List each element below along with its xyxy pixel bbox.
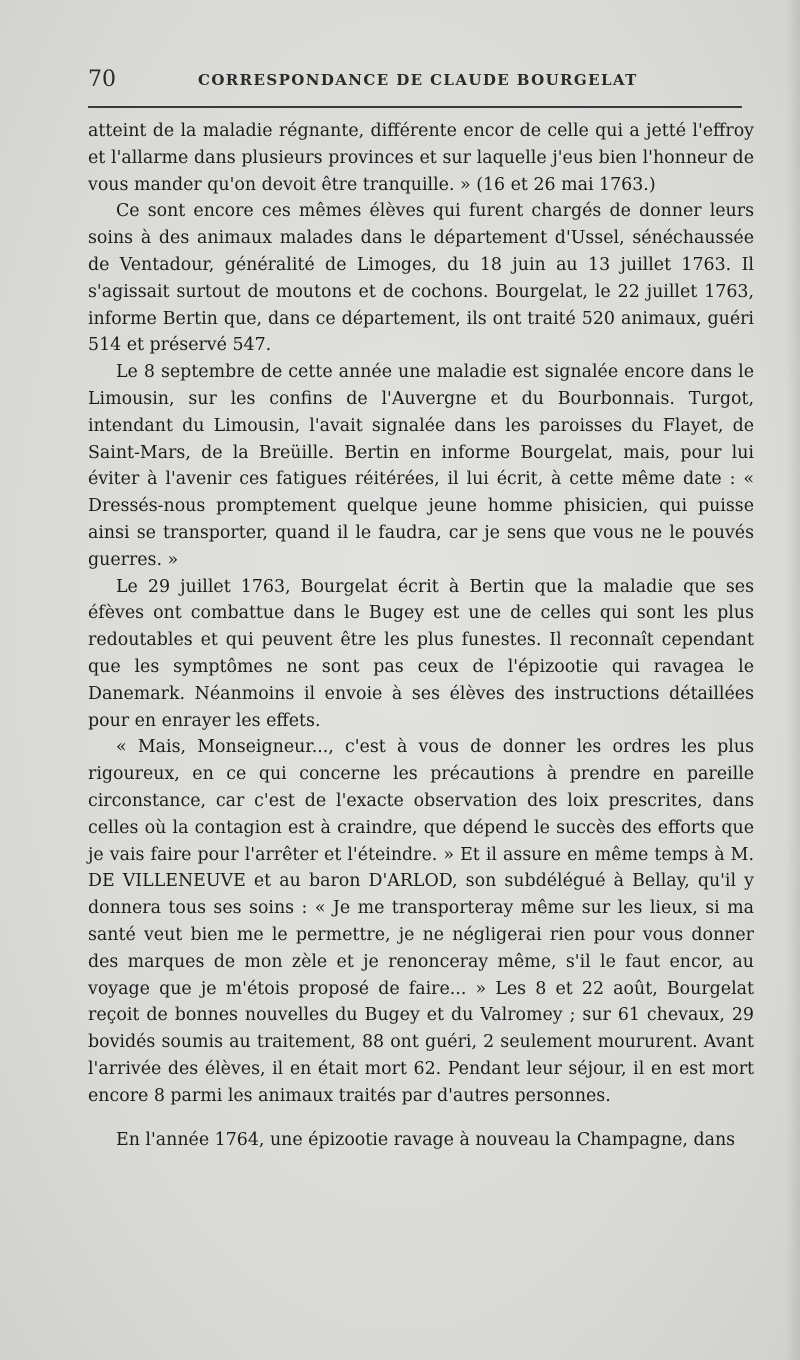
paragraph: En l'année 1764, une épizootie ravage à nouveau la Champagne, dans xyxy=(116,1130,736,1151)
running-title: CORRESPONDANCE DE CLAUDE BOURGELAT xyxy=(198,71,638,89)
paragraph-continuation: atteint de la maladie régnante, différente encor de celle qui a jetté l'effroy et l'allarme dans plusieurs provinces et sur laquelle j'eus bien l'honneur de vous mander qu'on devoit être tranquille. » (16 et 26 mai 1763.) xyxy=(88,121,754,195)
paragraph: Le 29 juillet 1763, Bourgelat écrit à Bertin que la maladie que ses éfèves ont combattue dans le Bugey est une de celles qui sont les plus redoutables et qui peuvent être les plus funestes. Il reconnaît cependant que les symptômes ne sont pas ceux de l'épizootie qui ravagea le Danemark. Néanmoins il envoie à ses élèves des instructions détaillées pour en enrayer les effets. xyxy=(88,576,754,731)
paragraph: Le 8 septembre de cette année une maladie est signalée encore dans le Limousin, sur les confins de l'Auvergne et du Bourbonnais. Turgot, intendant du Limousin, l'avait signalée dans les paroisses du Flayet, de Saint-Mars, de la Breüille. Bertin en informe Bourgelat, mais, pour lui éviter à l'avenir ces fatigues réitérées, il lui écrit, à cette même date : « Dressés-nous promptement quelque jeune homme phisicien, qui puisse ainsi se transporter, quand il le faudra, car je sens que vous ne le pouvés guerres. » xyxy=(88,362,754,570)
page-edge-shadow xyxy=(786,0,800,1360)
paragraph: « Mais, Monseigneur..., c'est à vous de donner les ordres les plus rigoureux, en ce qui concerne les précautions à prendre en pareille circonstance, car c'est de l'exacte observation des loix prescrites, dans celles où la contagion est à craindre, que dépend le succès des efforts que je vais faire pour l'arrêter et l'éteindre. » Et il assure en même temps à M. DE VILLENEUVE et au baron D'ARLOD, son subdélégué à Bellay, qu'il y donnera tous ses soins : « Je me transporteray même sur les lieux, si ma santé veut bien me le permettre, je ne négligerai rien pour vous donner des marques de mon zèle et je renonceray même, s'il le faut encor, au voyage que je m'étois proposé de faire... » Les 8 et 22 août, Bourgelat reçoit de bonnes nouvelles du Bugey et du Valromey ; sur 61 chevaux, 29 bovidés soumis au traitement, 88 ont guéri, 2 seulement moururent. Avant l'arrivée des élèves, il en était mort 62. Pendant leur séjour, il en est mort encore 8 parmi les animaux traités par d'autres personnes. xyxy=(88,737,754,1106)
page-number: 70 xyxy=(88,67,116,92)
page-header xyxy=(88,62,740,98)
header-rule xyxy=(88,106,742,108)
body-text xyxy=(88,118,754,1154)
paragraph: Ce sont encore ces mêmes élèves qui furent chargés de donner leurs soins à des animaux malades dans le département d'Ussel, sénéchaussée de Ventadour, généralité de Limoges, du 18 juin au 13 juillet 1763. Il s'agissait surtout de moutons et de cochons. Bourgelat, le 22 juillet 1763, informe Bertin que, dans ce département, ils ont traité 520 animaux, guéri 514 et préservé 547. xyxy=(88,201,754,356)
